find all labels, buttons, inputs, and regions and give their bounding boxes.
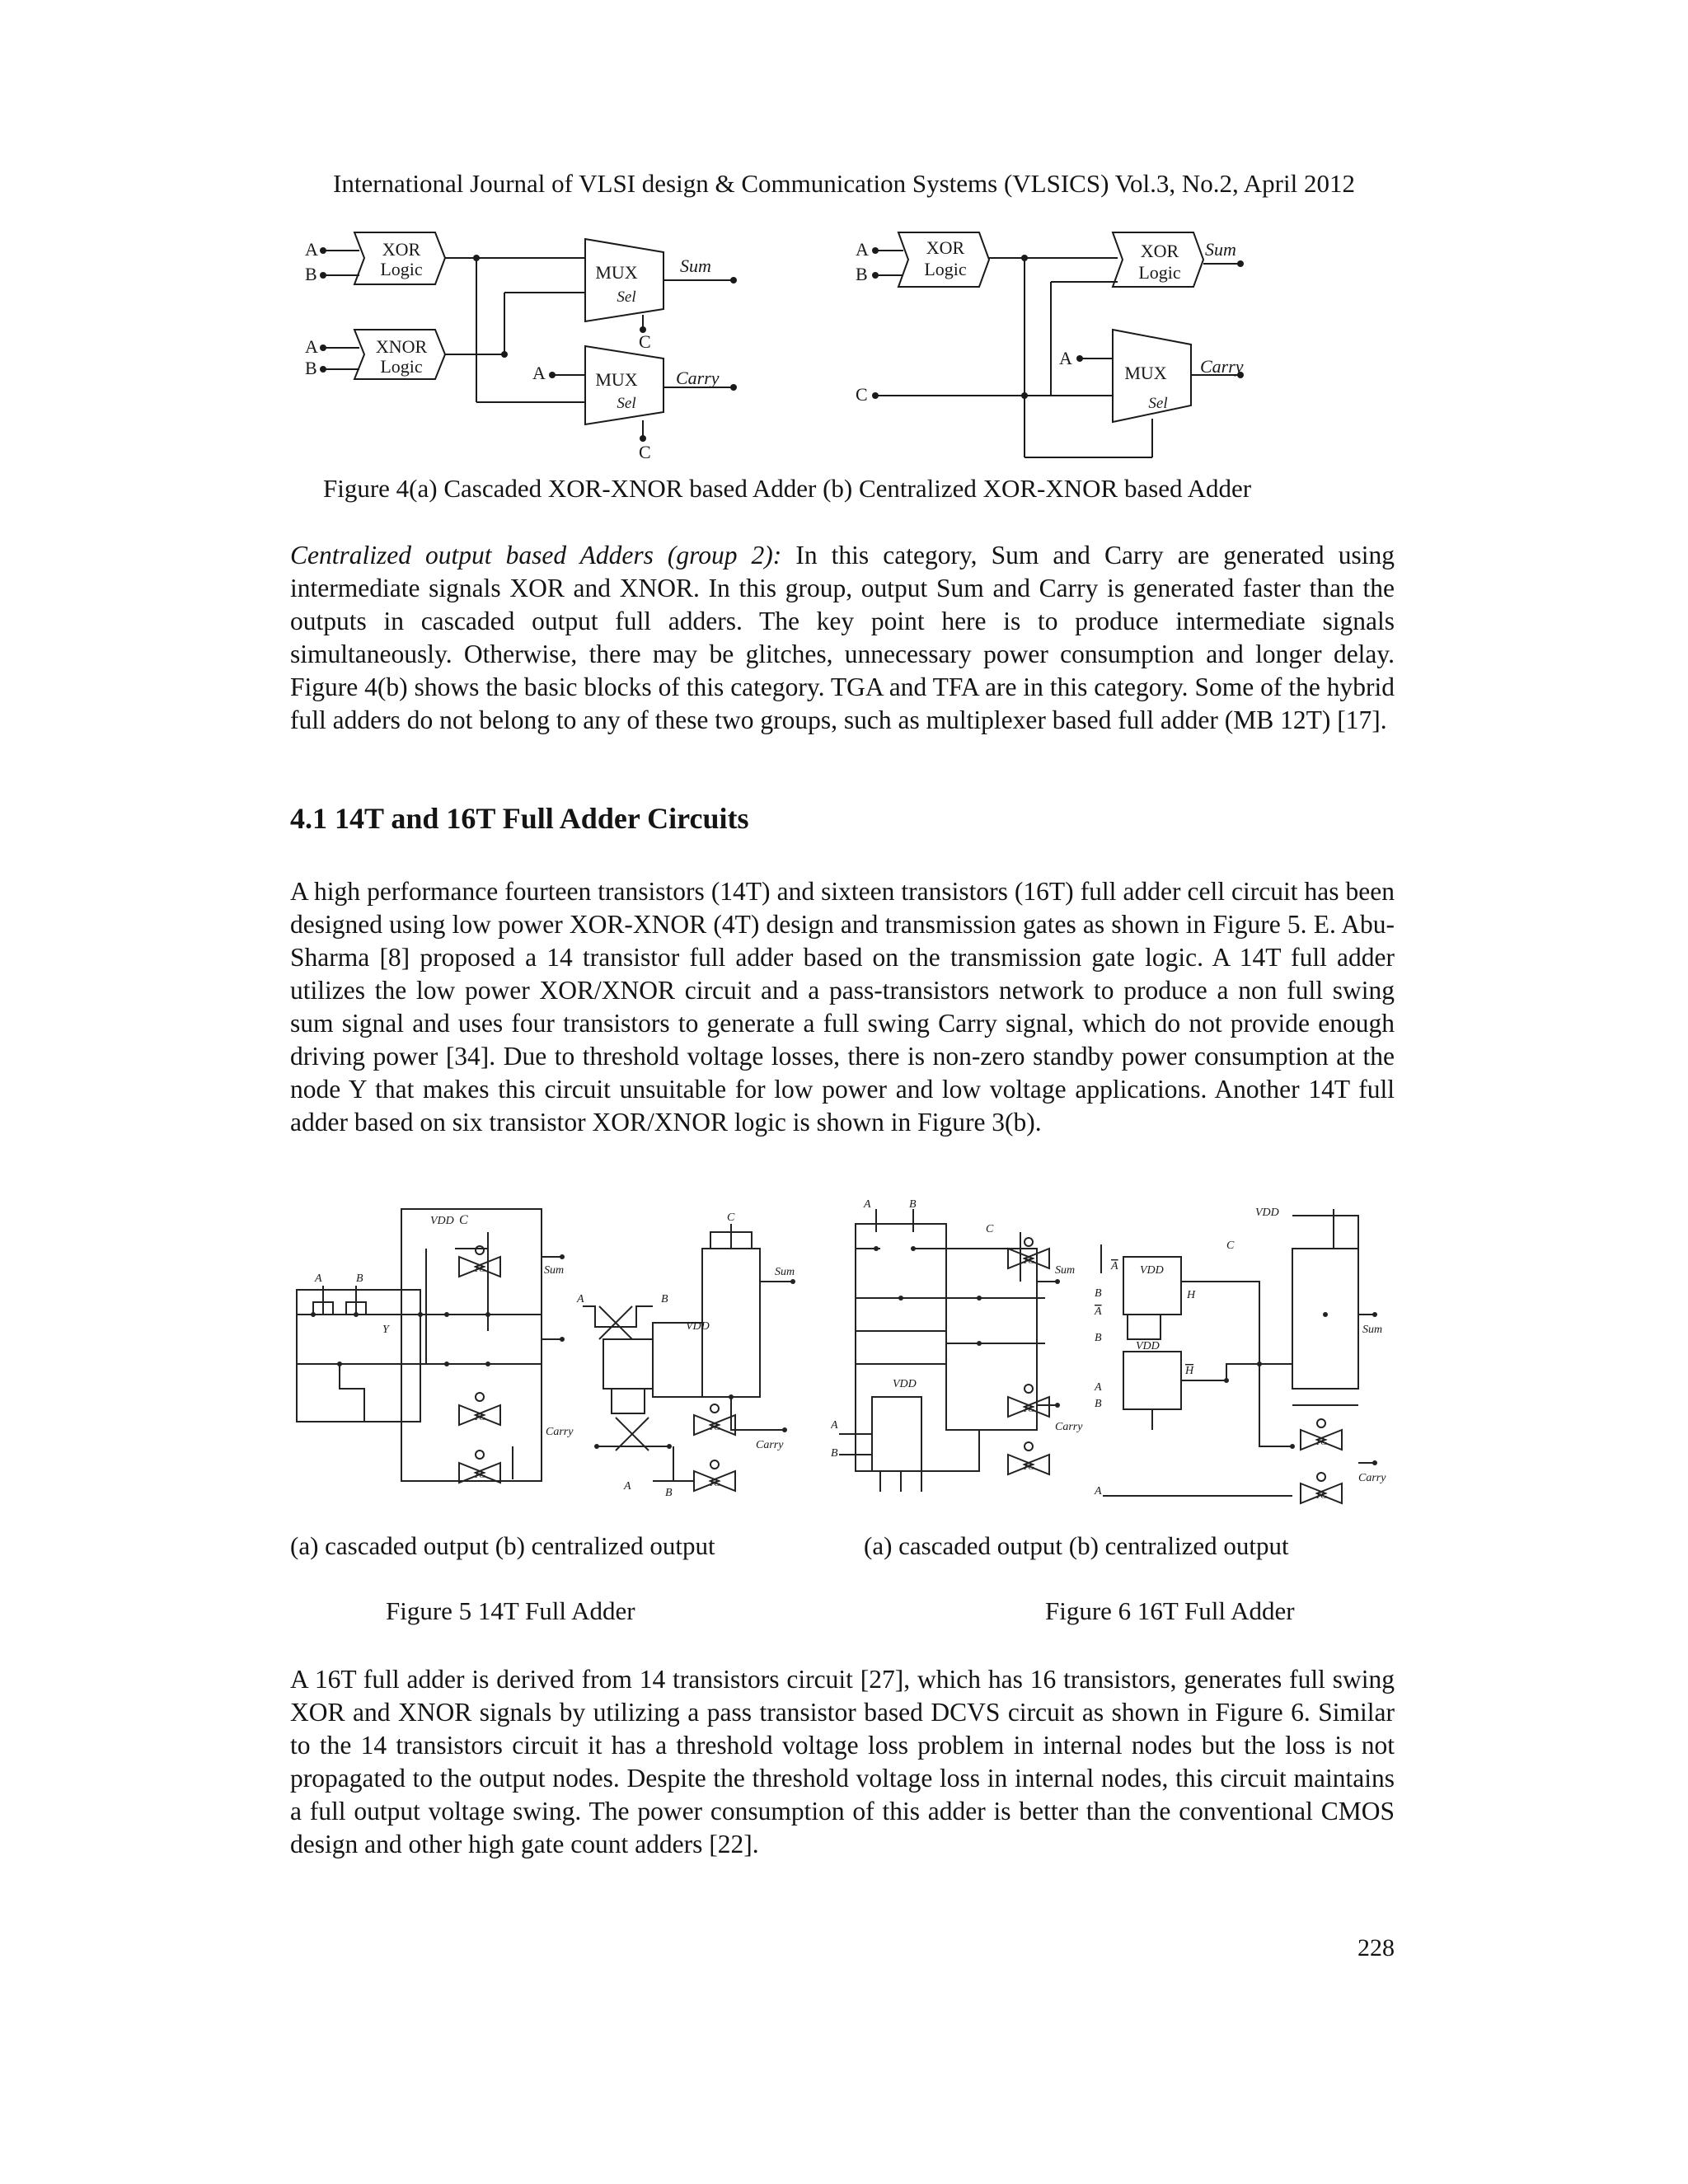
section-heading: 4.1 14T and 16T Full Adder Circuits <box>290 802 749 835</box>
fig6-tg3: TG <box>1022 1462 1035 1472</box>
fig5-tg3: TG <box>473 1470 486 1480</box>
fig4a-input-a: A <box>305 239 318 260</box>
fig6b-carry: Carry <box>1358 1472 1386 1484</box>
figure-5-subcaption: (a) cascaded output (b) centralized output <box>290 1531 715 1560</box>
fig5b-a: A <box>577 1293 584 1305</box>
paragraph-14t-16t: A high performance fourteen transistors (14T) and sixteen transistors (16T) full adder cell circuit has been designed using low power XOR-XNOR (4T) design and transmission gates as shown in Figure 5. E. Abu-Sharma [8] proposed a 14 transistor full adder based on the transmission gate logic. A 14T full adder utilizes the low power XOR/XNOR circuit and a pass-transistors network to produce a non full swing sum signal and uses four transistors to generate a full swing Carry signal, which do not provide enough driving power [34]. Due to threshold voltage losses, there is non-zero standby power consumption at the node Y that makes this circuit unsuitable for low power and low voltage applications. Another 14T full adder based on six transistor XOR/XNOR logic is shown in Figure 3(b). <box>290 877 1395 1137</box>
fig4b-mux: MUX <box>1124 363 1167 383</box>
fig4a-input-b2: B <box>305 358 317 378</box>
running-header: International Journal of VLSI design & Communication Systems (VLSICS) Vol.3, No.2, April 2012 <box>333 169 1355 198</box>
fig6b-a-bar: A <box>1111 1260 1118 1272</box>
fig4a-input-c: C <box>639 331 651 352</box>
fig4b-xor-label: XOR <box>926 237 965 258</box>
fig6b-h: H <box>1187 1289 1196 1301</box>
fig5-vdd: VDD <box>430 1215 454 1227</box>
fig4a-input-a2: A <box>305 336 318 357</box>
figure-4-caption: Figure 4(a) Cascaded XOR-XNOR based Adder (b) Centralized XOR-XNOR based Adder <box>323 474 1252 503</box>
figure-5-schematic <box>290 1199 809 1512</box>
figure-6-caption: Figure 6 16T Full Adder <box>1045 1596 1295 1625</box>
fig5b-c: C <box>727 1212 735 1224</box>
fig6b-b2: B <box>1095 1332 1102 1344</box>
fig4a-xnor-logic: Logic <box>380 356 423 377</box>
fig4b-xor-logic: Logic <box>924 259 967 279</box>
fig6b-c: C <box>1226 1240 1235 1252</box>
fig4b-input-b: B <box>856 264 868 284</box>
fig4a-carry: Carry <box>676 368 720 388</box>
fig4b-out-xor-label: XOR <box>1140 241 1179 261</box>
figure-4-diagram <box>288 223 1409 470</box>
fig5b-tg2: TG <box>708 1479 721 1488</box>
fig5-tg1: TG <box>473 1264 486 1274</box>
fig4a-sel-bottom: Sel <box>617 395 636 412</box>
fig6b-vdd2: VDD <box>1136 1340 1160 1352</box>
fig5-a: A <box>315 1272 322 1285</box>
fig5b-a2: A <box>624 1480 631 1493</box>
fig5-y: Y <box>382 1324 389 1336</box>
paragraph-body: In this category, Sum and Carry are generated using intermediate signals XOR and XNOR. In this group, output Sum and Carry is generated faster than the outputs in cascaded output full adders. The key point here is to produce intermediate signals simultaneously. Otherwise, there may be glitches, unnecessary power consumption and longer delay. Figure 4(b) shows the basic blocks of this category. TGA and TFA are in this category. Some of the hybrid full adders do not belong to any of these two groups, such as multiplexer based full adder (MB 12T) [17]. <box>290 541 1395 734</box>
fig4b-sel: Sel <box>1148 395 1168 412</box>
fig6-carry: Carry <box>1055 1421 1083 1433</box>
page-number: 228 <box>1357 1934 1395 1961</box>
fig4b-out-xor-logic: Logic <box>1138 262 1181 283</box>
fig5b-b: B <box>661 1293 668 1305</box>
fig6b-tg2: TG <box>1315 1491 1328 1501</box>
fig5-sum: Sum <box>544 1264 565 1277</box>
fig5-b: B <box>356 1272 363 1285</box>
fig6-vdd: VDD <box>893 1378 917 1390</box>
fig6b-vdd-top: VDD <box>1255 1207 1279 1219</box>
fig6-a2: A <box>831 1419 838 1432</box>
fig6-b2: B <box>831 1447 838 1460</box>
fig4b-carry: Carry <box>1200 356 1244 377</box>
fig6-sum: Sum <box>1055 1264 1076 1277</box>
fig4b-sum: Sum <box>1205 239 1236 260</box>
fig4a-sel-top: Sel <box>617 288 636 306</box>
fig4a-mux-bottom: MUX <box>595 369 638 390</box>
fig4b-mux-a: A <box>1059 348 1072 368</box>
fig5b-tg1: TG <box>708 1422 721 1432</box>
fig4b-input-a: A <box>856 239 869 260</box>
fig4a-xor-logic: Logic <box>380 259 423 279</box>
fig5-c: C <box>459 1213 468 1227</box>
fig6-a: A <box>864 1199 871 1211</box>
fig5b-vdd: VDD <box>686 1320 710 1333</box>
figure-6-schematic <box>831 1199 1395 1512</box>
fig5b-carry: Carry <box>756 1439 784 1451</box>
fig6b-vdd: VDD <box>1140 1264 1164 1277</box>
fig4a-mux-top: MUX <box>595 262 638 283</box>
paragraph-centralized <box>290 539 1395 737</box>
fig5b-b2: B <box>665 1487 673 1499</box>
fig4a-xnor-label: XNOR <box>375 336 428 357</box>
fig4a-mux-a: A <box>532 363 546 383</box>
fig6b-a3: A <box>1095 1485 1102 1497</box>
fig6b-sum: Sum <box>1362 1324 1383 1336</box>
fig6b-h-bar: H <box>1185 1365 1194 1377</box>
fig4a-xor-label: XOR <box>382 239 421 260</box>
figure-6-subcaption: (a) cascaded output (b) centralized output <box>864 1531 1289 1560</box>
fig6b-a-bar2: A <box>1095 1305 1102 1318</box>
fig6-tg2: TG <box>1022 1404 1035 1414</box>
fig5-carry: Carry <box>546 1426 574 1438</box>
fig4a-input-c2: C <box>639 442 651 462</box>
fig6-b: B <box>909 1199 917 1211</box>
paragraph-lead: Centralized output based Adders (group 2): <box>290 541 782 569</box>
fig6b-b3: B <box>1095 1398 1102 1410</box>
paragraph-16t: A 16T full adder is derived from 14 transistors circuit [27], which has 16 transistors, generates full swing XOR and XNOR signals by utilizing a pass transistor based DCVS circuit as shown in Figure 6. Similar to the 14 transistors circuit it has a threshold voltage loss problem in internal nodes but the loss is not propagated to the output nodes. Despite the threshold voltage loss in internal nodes, this circuit maintains a full output voltage swing. The power consumption of this adder is better than the conventional CMOS design and other high gate count adders [22]. <box>290 1665 1395 1858</box>
fig6b-b: B <box>1095 1287 1102 1300</box>
fig4b-input-c: C <box>856 384 868 405</box>
fig4a-input-b: B <box>305 264 317 284</box>
fig6-tg1: TG <box>1022 1256 1035 1266</box>
fig5-tg2: TG <box>473 1413 486 1422</box>
figure-5-caption: Figure 5 14T Full Adder <box>386 1596 635 1625</box>
fig4a-sum: Sum <box>680 255 711 276</box>
fig6b-a: A <box>1095 1381 1102 1394</box>
fig6b-tg1: TG <box>1315 1437 1328 1447</box>
fig5b-sum: Sum <box>775 1266 795 1278</box>
fig6-c: C <box>986 1223 994 1235</box>
